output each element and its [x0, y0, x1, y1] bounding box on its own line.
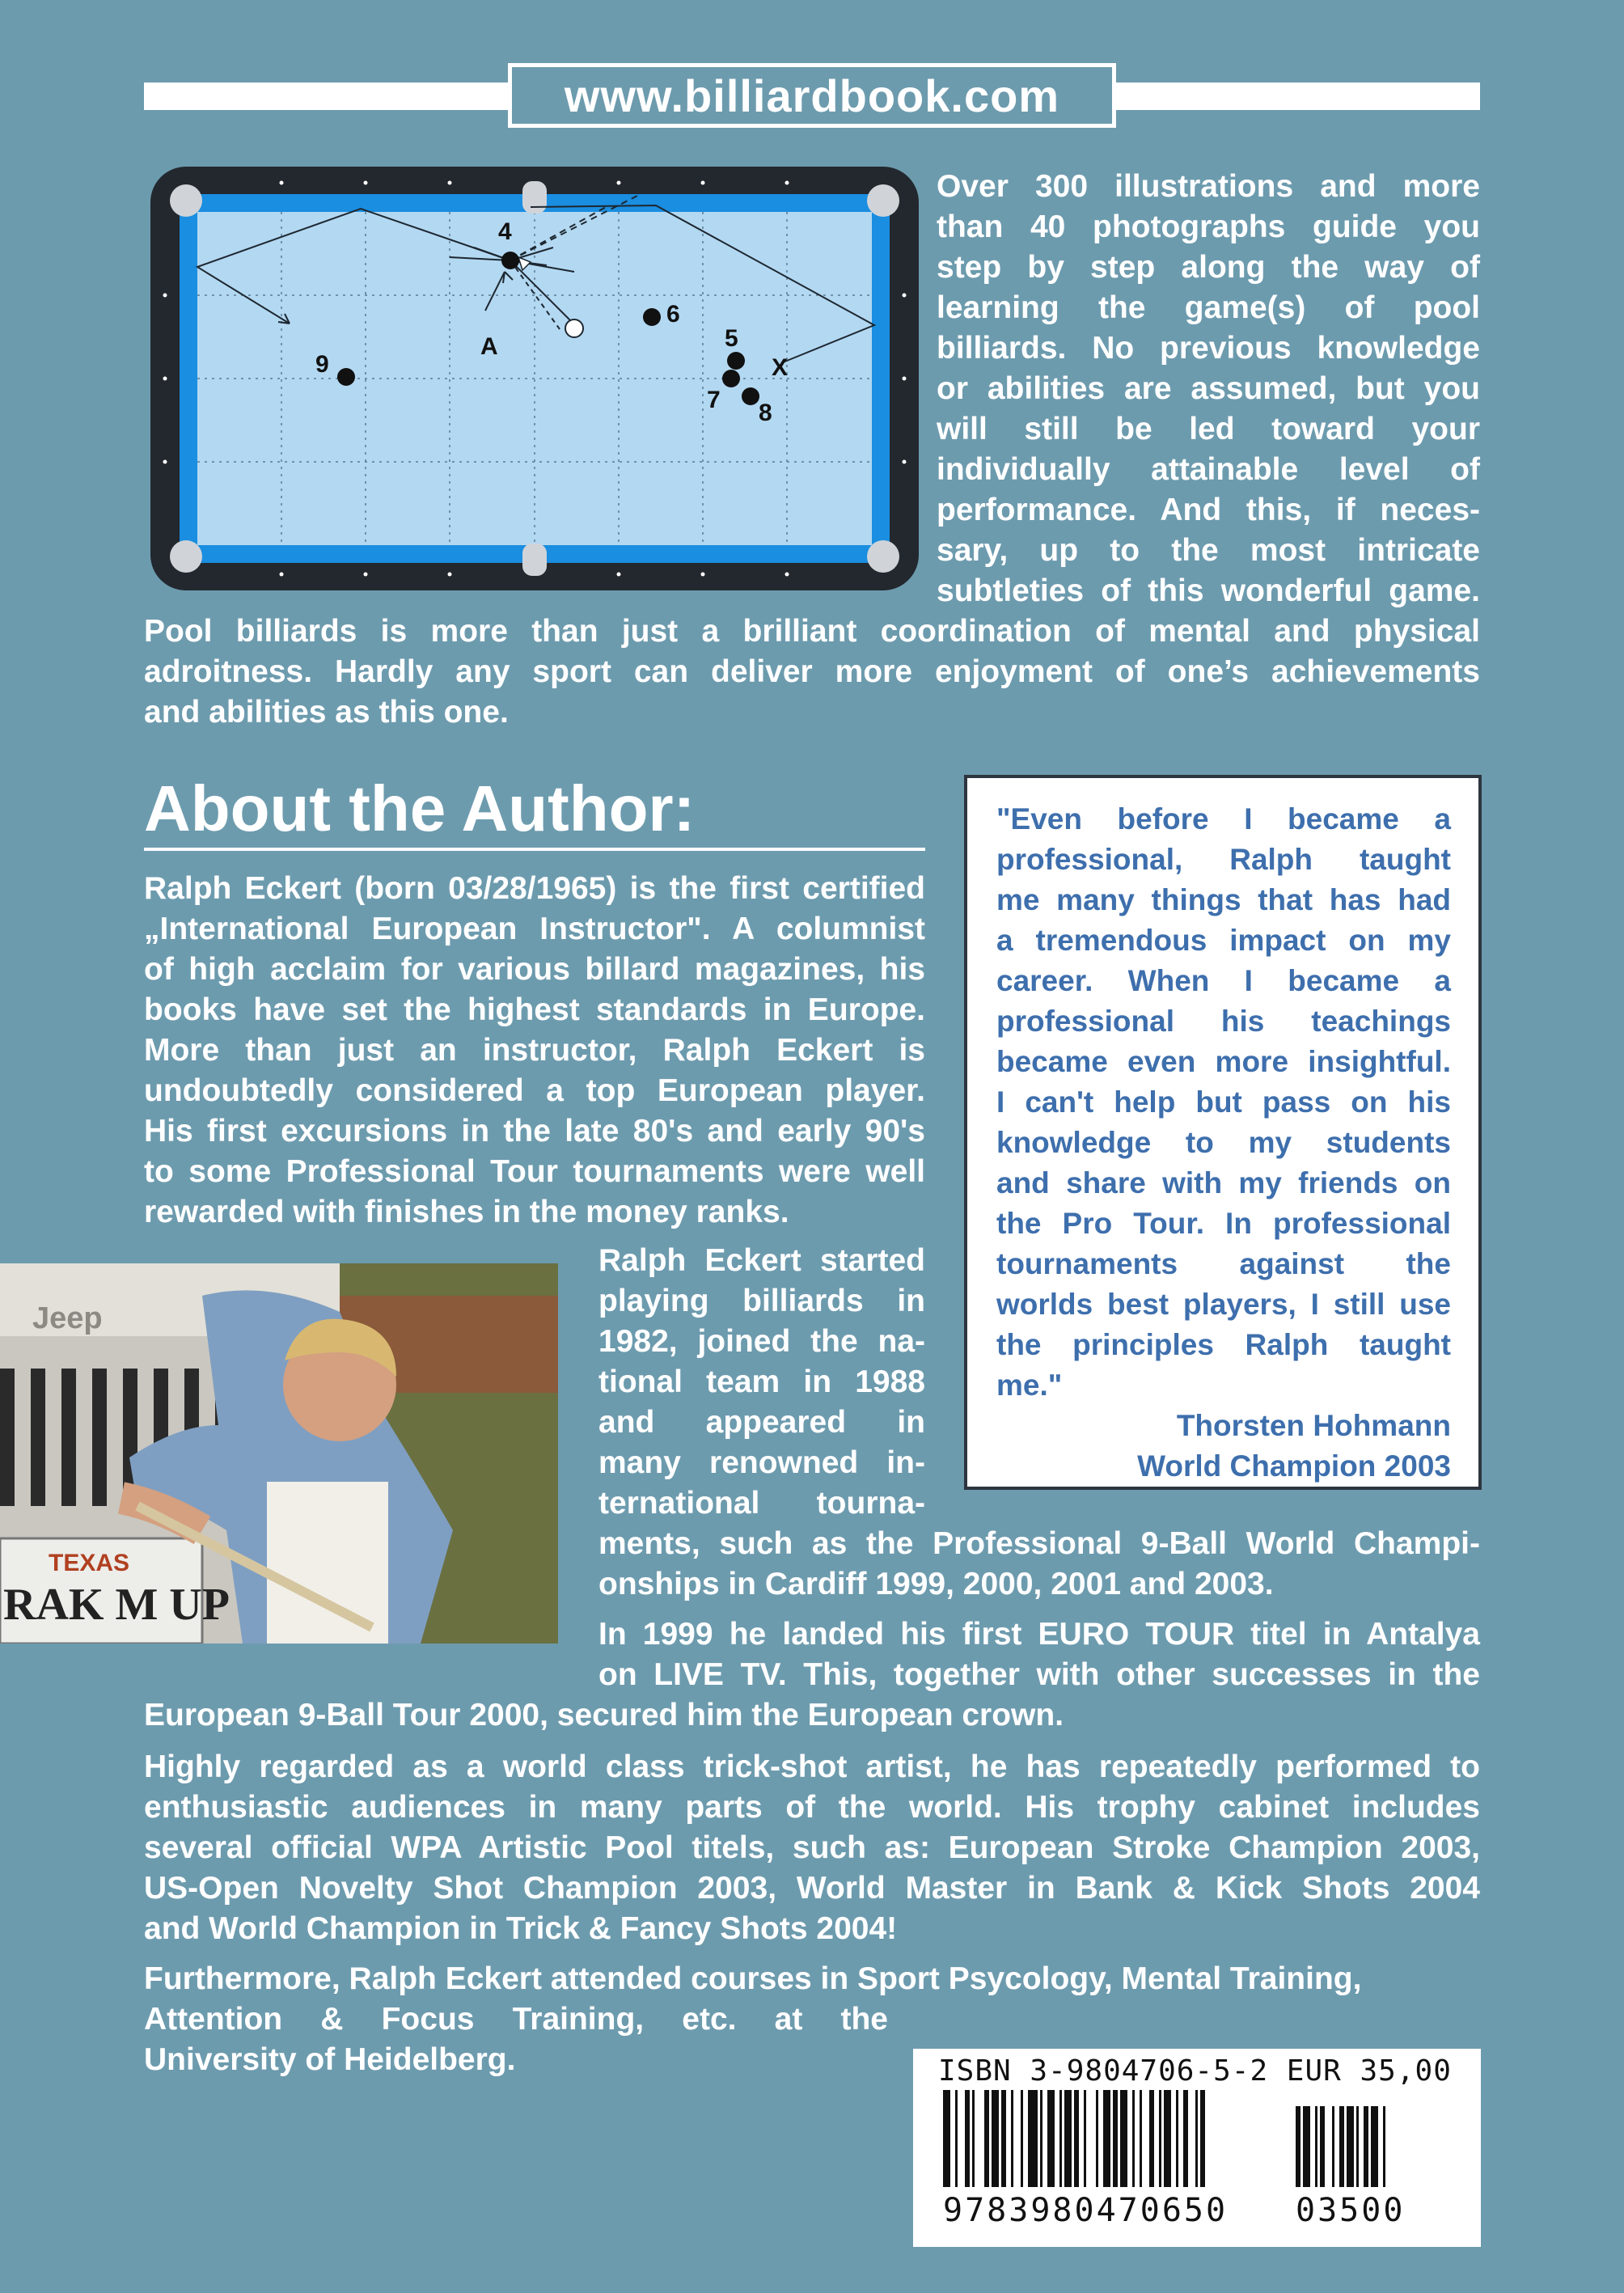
author-line: In 1999 he landed his first EURO TOUR titel in Antalya: [598, 1617, 1480, 1652]
ball-8-label: 8: [759, 400, 772, 426]
author-para-3-wide: [598, 1614, 1480, 1695]
author-line: US-Open Novelty Shot Champion 2003, World Master in Bank & Kick Shots 2004: [144, 1871, 1480, 1906]
quote-line: knowledge to my students: [996, 1126, 1451, 1159]
author-photo: [0, 1263, 558, 1644]
author-line: Ralph Eckert started: [598, 1243, 925, 1278]
author-heading: About the Author:: [144, 772, 696, 844]
quote-line: became even more insightful.: [996, 1045, 1451, 1078]
ball-8: [742, 387, 759, 405]
author-line: ments, such as the Professional 9-Ball World Champi-: [598, 1526, 1480, 1561]
intro-full-line: adroitness. Hardly any sport can deliver more enjoyment of one’s achievements: [144, 654, 1480, 689]
quote-line: and share with my friends on: [996, 1166, 1451, 1199]
author-line: of high acclaim for various billard magazines, his: [144, 952, 925, 987]
author-para-1: [144, 869, 925, 1233]
grille-brand: Jeep: [32, 1301, 103, 1335]
plate-state: TEXAS: [49, 1550, 130, 1576]
author-line: and appeared in: [598, 1405, 925, 1440]
author-line: books have set the highest standards in Europe.: [144, 992, 925, 1027]
author-line: tional team in 1988: [598, 1364, 925, 1399]
author-line: rewarded with finishes in the money ranks.: [144, 1195, 789, 1229]
author-line: undoubtedly considered a top European player.: [144, 1073, 925, 1108]
quote-line: I can't help but pass on his: [996, 1085, 1451, 1119]
quote-line: tournaments against the: [996, 1247, 1451, 1280]
ball-9: [337, 368, 355, 386]
pocket: [170, 540, 202, 573]
author-para-5-narrow: [144, 1999, 888, 2080]
quote-line: me many things that has had: [996, 883, 1451, 916]
author-line: playing billiards in: [598, 1284, 925, 1318]
website-url[interactable]: www.billiardbook.com: [508, 63, 1116, 128]
cue-ghost-ball: [565, 319, 583, 337]
author-heading-rule: [144, 848, 925, 851]
author-line: European 9-Ball Tour 2000, secured him the European crown.: [144, 1698, 1064, 1732]
intro-full-line: Pool billiards is more than just a brilliant coordination of mental and physical: [144, 614, 1480, 649]
quote-line: worlds best players, I still use: [996, 1288, 1451, 1321]
author-line: University of Heidelberg.: [144, 2042, 516, 2077]
author-line: on LIVE TV. This, together with other successes in the: [598, 1657, 1480, 1692]
intro-line: individually attainable level of: [937, 452, 1480, 487]
author-line: His first excursions in the late 80's and early 90's: [144, 1114, 925, 1149]
intro-line: sary, up to the most intricate: [937, 533, 1480, 568]
pocket: [867, 540, 899, 573]
pocket: [867, 184, 899, 217]
author-line: Furthermore, Ralph Eckert attended courses in Sport Psycology, Mental Training,: [144, 1961, 1362, 1996]
intro-line: or abilities are assumed, but you: [937, 371, 1480, 406]
author-line: many renowned in-: [598, 1445, 925, 1480]
author-para-4: [144, 1747, 1480, 1949]
quote-line: a tremendous impact on my: [996, 924, 1451, 957]
ball-4: [501, 252, 519, 269]
author-line: to some Professional Tour tournaments were well: [144, 1154, 925, 1189]
quote-line: career. When I became a: [996, 964, 1451, 997]
intro-line: performance. And this, if neces-: [937, 493, 1480, 527]
ball-7: [722, 370, 740, 387]
isbn-price: ISBN 3-9804706-5-2 EUR 35,00: [938, 2054, 1452, 2088]
plate-text: RAK M UP: [3, 1580, 230, 1630]
author-line: ternational tourna-: [598, 1486, 925, 1521]
author-line: and World Champion in Trick & Fancy Shots 2004!: [144, 1911, 898, 1946]
quote-author-name: Thorsten Hohmann: [1176, 1409, 1451, 1442]
intro-line: will still be led toward your: [937, 412, 1480, 446]
author-line: Attention & Focus Training, etc. at the: [144, 2002, 888, 2037]
pocket: [522, 544, 547, 576]
intro-line: subtleties of this wonderful game.: [937, 573, 1480, 608]
author-line: 1982, joined the na-: [598, 1324, 925, 1359]
pocket: [170, 184, 202, 217]
author-line: More than just an instructor, Ralph Eckert is: [144, 1033, 925, 1068]
ball-9-label: 9: [315, 351, 329, 378]
ball-6-label: 6: [666, 301, 680, 328]
quote-line: "Even before I became a: [996, 802, 1451, 836]
author-line: „International European Instructor". A columnist: [144, 912, 925, 946]
intro-line: step by step along the way of: [937, 250, 1480, 285]
intro-line: billiards. No previous knowledge: [937, 331, 1480, 366]
pocket: [522, 181, 547, 214]
intro-line: Over 300 illustrations and more: [937, 169, 1480, 204]
point-a-label: A: [480, 333, 498, 360]
author-para-5: [144, 1959, 1480, 1999]
author-line: Ralph Eckert (born 03/28/1965) is the first certified: [144, 871, 925, 906]
intro-line: learning the game(s) of pool: [937, 290, 1480, 325]
testimonial-box: [964, 775, 1482, 1490]
author-line: onships in Cardiff 1999, 2000, 2001 and 2003.: [598, 1567, 1274, 1601]
ball-6: [643, 308, 661, 326]
author-line: several official WPA Artistic Pool titels, such as: European Stroke Champion 2003,: [144, 1830, 1480, 1865]
ball-5-label: 5: [725, 325, 738, 352]
barcode-digits: 9783980470650: [943, 2192, 1229, 2229]
author-para-3-full: [144, 1695, 1480, 1736]
author-para-2-narrow: [598, 1241, 925, 1524]
ball-7-label: 7: [707, 387, 721, 413]
quote-line: me.": [996, 1369, 1063, 1402]
author-para-2-wide: [598, 1524, 1480, 1605]
billiard-diagram: [150, 167, 919, 590]
point-x-label: X: [772, 354, 789, 381]
author-line: Highly regarded as a world class trick-shot artist, he has repeatedly performed to: [144, 1749, 1480, 1784]
intro-full-line: and abilities as this one.: [144, 695, 509, 730]
intro-column: [937, 167, 1480, 611]
intro-line: than 40 photographs guide you: [937, 209, 1480, 244]
quote-line: professional, Ralph taught: [996, 843, 1451, 876]
ball-5: [727, 352, 745, 370]
barcode-addon-digits: 03500: [1296, 2192, 1406, 2229]
quote-author-title: World Champion 2003: [1137, 1449, 1451, 1483]
quote-line: the principles Ralph taught: [996, 1328, 1451, 1361]
ball-4-label: 4: [498, 218, 512, 245]
author-line: enthusiastic audiences in many parts of the world. His trophy cabinet includes: [144, 1790, 1480, 1825]
quote-line: professional his teachings: [996, 1005, 1451, 1038]
intro-full-paragraph: [144, 611, 1480, 733]
quote-line: the Pro Tour. In professional: [996, 1207, 1451, 1240]
